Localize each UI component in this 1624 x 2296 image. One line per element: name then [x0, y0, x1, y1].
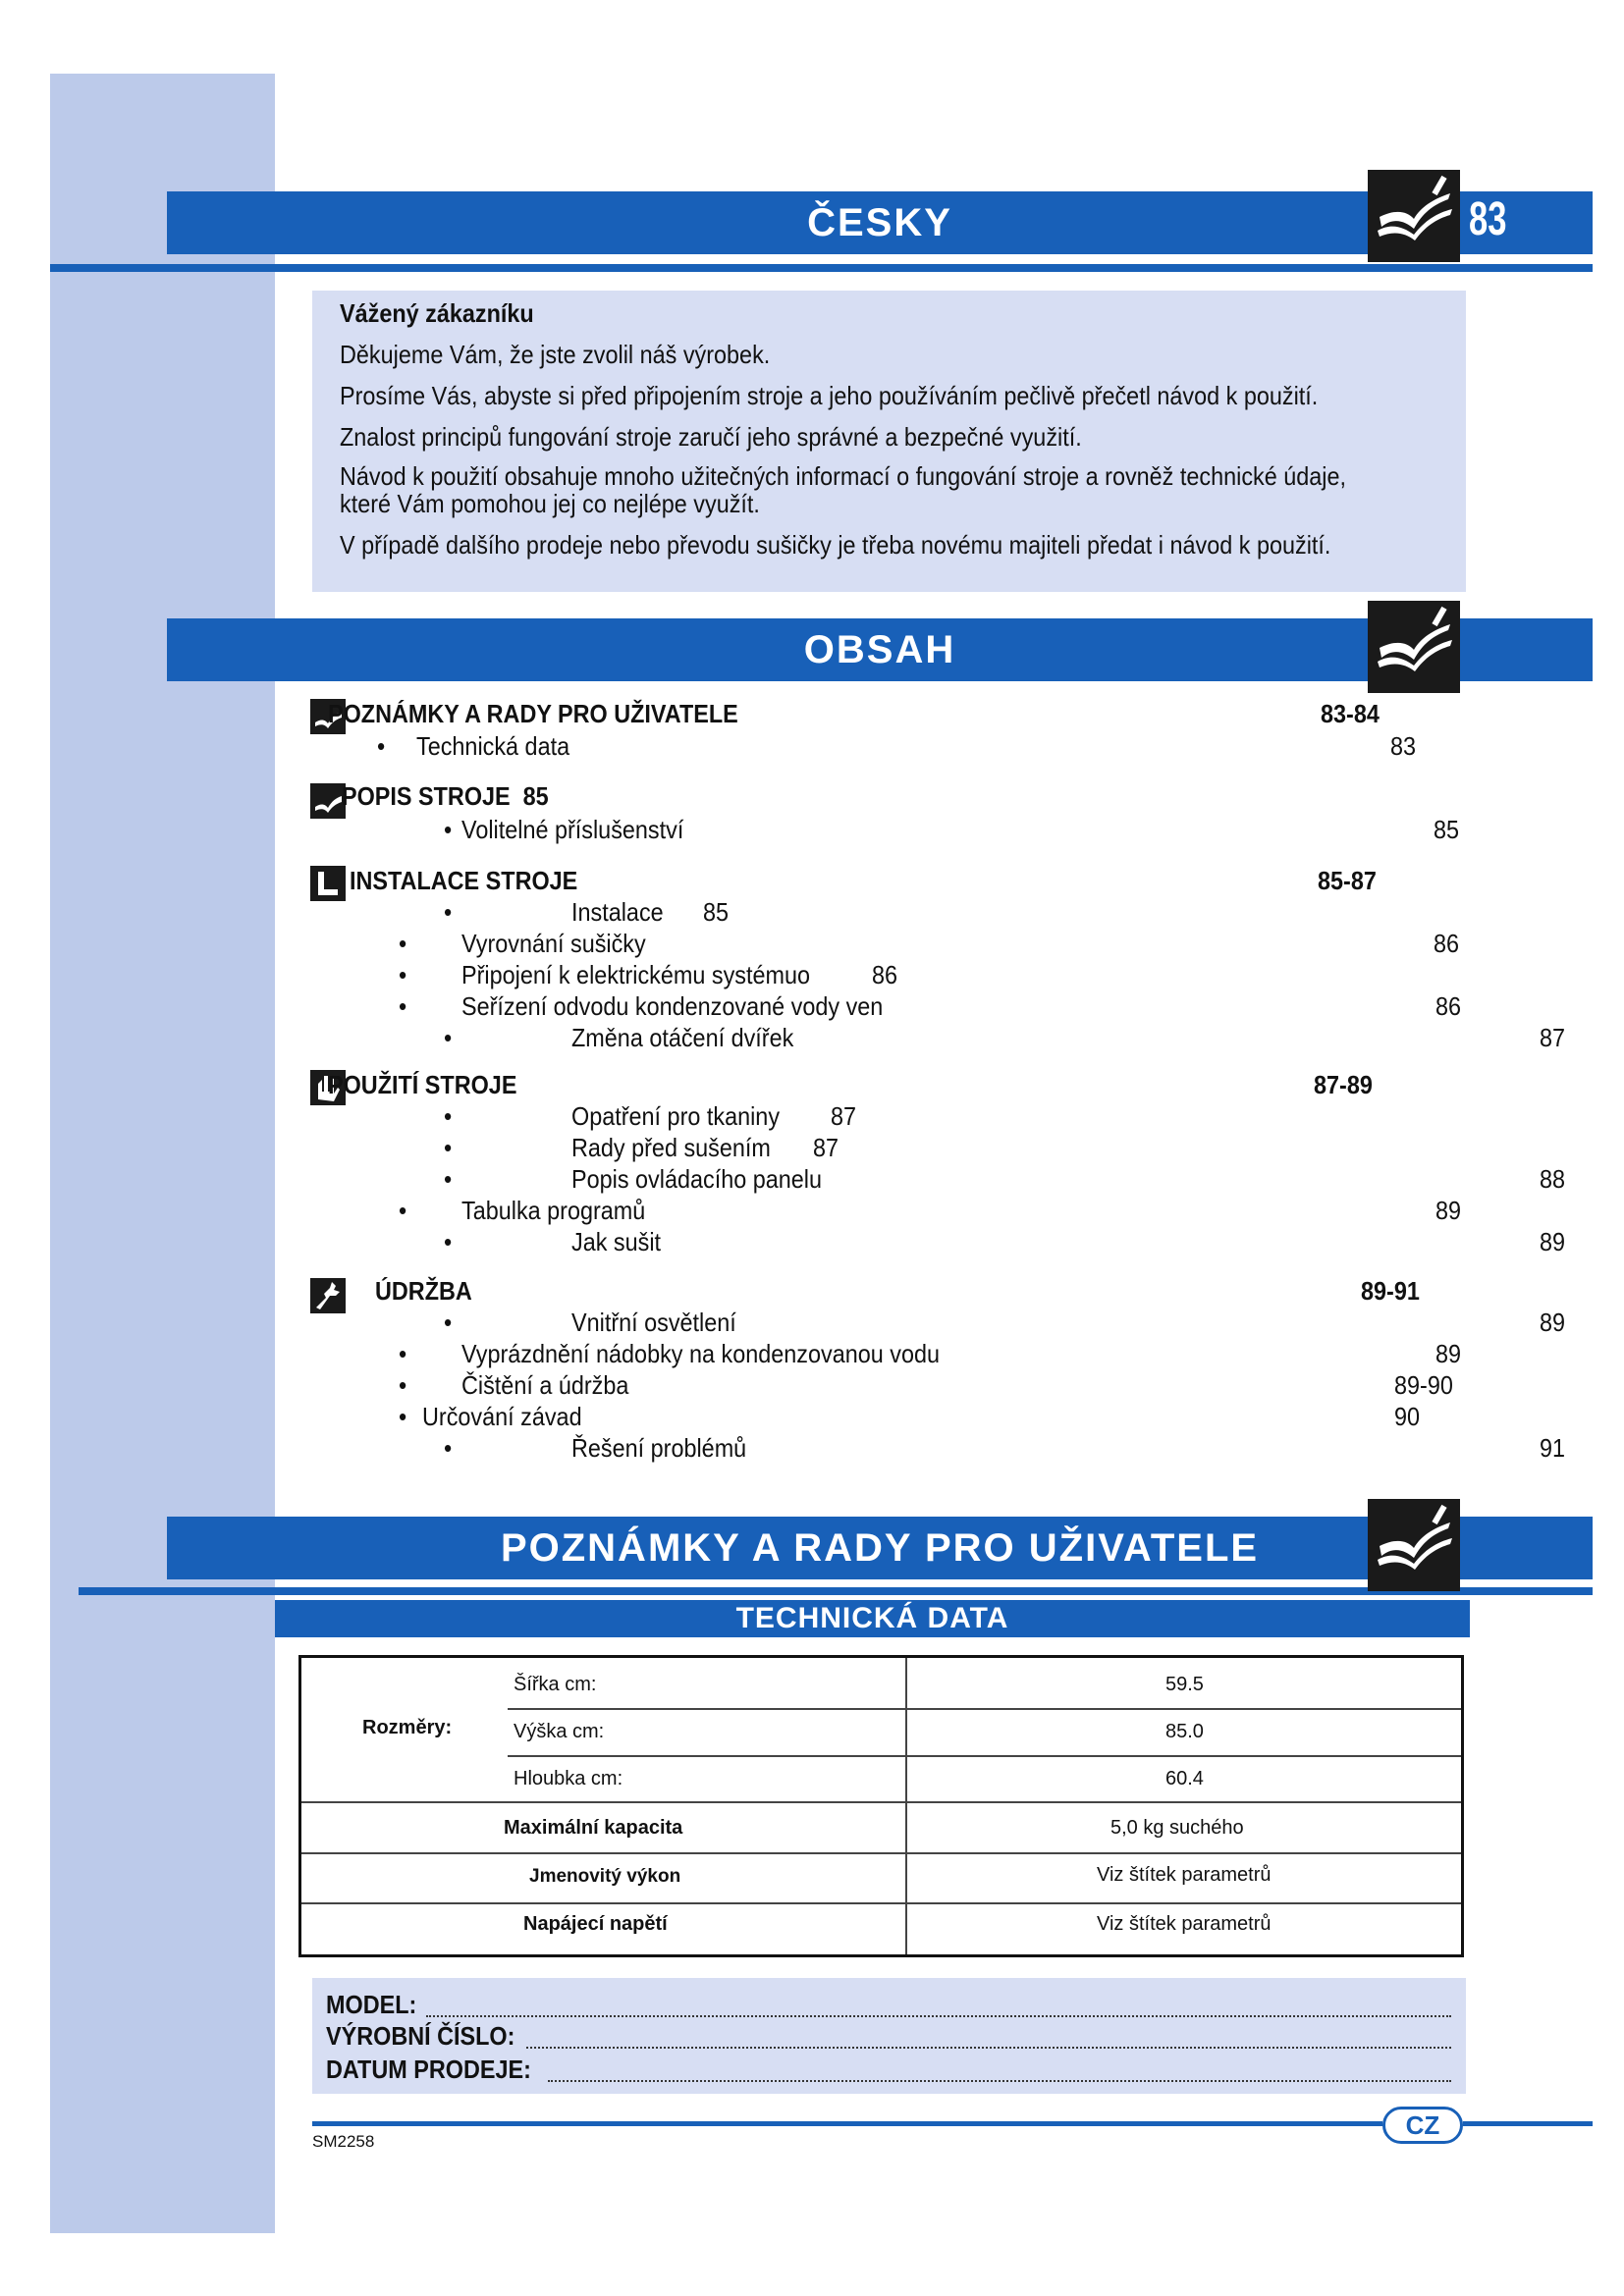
- table-divider: [301, 1852, 1461, 1854]
- toc-bullet: •: [399, 1402, 407, 1431]
- toc-item-page: 89: [1540, 1308, 1566, 1337]
- toc-item-label[interactable]: Popis ovládacího panelu: [571, 1164, 822, 1194]
- toc-section-heading[interactable]: POPIS STROJE 85: [342, 781, 549, 811]
- toc-section-pages: 87-89: [1314, 1070, 1373, 1099]
- toc-item-label[interactable]: Vnitřní osvětlení: [571, 1308, 736, 1337]
- toc-item-page: 85: [1434, 815, 1460, 844]
- spec-value: Viz štítek parametrů: [1097, 1864, 1272, 1886]
- toc-item-page: 83: [1390, 731, 1417, 761]
- toc-item-page: 85: [703, 897, 730, 927]
- toc-section-pages: 85-87: [1318, 866, 1377, 895]
- header-rule: [50, 264, 1593, 272]
- toc-section-heading[interactable]: INSTALACE STROJE: [350, 866, 578, 895]
- intro-line: Znalost principů fungování stroje zaručí jeho správné a bezpečné využití.: [340, 422, 1082, 452]
- toc-bullet: •: [444, 1101, 453, 1131]
- toc-item-page: 87: [813, 1133, 839, 1162]
- toc-item-page: 89-90: [1394, 1370, 1453, 1400]
- toc-item-label[interactable]: Volitelné příslušenství: [461, 815, 684, 844]
- notes-title: POZNÁMKY A RADY PRO UŽIVATELE: [500, 1525, 1260, 1570]
- intro-line: které Vám pomohou jej co nejlépe využít.: [340, 489, 760, 518]
- left-sidebar-stripe: [50, 74, 275, 2233]
- toc-bullet: •: [399, 960, 407, 989]
- spec-label: Napájecí napětí: [523, 1913, 668, 1935]
- page-title: ČESKY: [807, 200, 952, 244]
- toc-bullet: •: [444, 1227, 453, 1256]
- toc-item-page: 87: [831, 1101, 857, 1131]
- toc-bullet: •: [377, 731, 386, 761]
- document-code: SM2258: [312, 2132, 375, 2151]
- toc-section-pages: 83-84: [1321, 699, 1380, 728]
- toc-bullet: •: [399, 1196, 407, 1225]
- toc-item-page: 86: [872, 960, 898, 989]
- toc-item-label[interactable]: Seřízení odvodu kondenzované vody ven: [461, 991, 884, 1021]
- spec-label: Jmenovitý výkon: [529, 1866, 681, 1887]
- spec-value: 85.0: [1165, 1721, 1204, 1742]
- spec-value: 5,0 kg suchého: [1110, 1817, 1244, 1839]
- toc-section-heading[interactable]: POZNÁMKY A RADY PRO UŽIVATELE: [328, 699, 738, 728]
- toc-item-page: 86: [1434, 929, 1460, 958]
- toc-item-page: 87: [1540, 1023, 1566, 1052]
- installation-icon: [310, 866, 346, 901]
- toc-item-label[interactable]: Připojení k elektrickému systémuo: [461, 960, 811, 989]
- toc-bullet: •: [444, 815, 453, 844]
- toc-item-label[interactable]: Změna otáčení dvířek: [571, 1023, 794, 1052]
- dimensions-label: Rozměry:: [362, 1717, 453, 1738]
- toc-section-heading[interactable]: ÚDRŽBA: [375, 1276, 472, 1306]
- toc-item-page: 89: [1435, 1339, 1462, 1368]
- table-divider: [301, 1902, 1461, 1904]
- technical-data-subtitle: TECHNICKÁ DATA: [275, 1600, 1470, 1637]
- page-number: 83: [1469, 193, 1507, 245]
- serial-number-field[interactable]: [526, 2047, 1451, 2049]
- footer-rule: [312, 2121, 1382, 2126]
- table-divider: [508, 1755, 1461, 1757]
- intro-line: Prosíme Vás, abyste si před připojením stroje a jeho používáním pečlivě přečetl návod k použití.: [340, 381, 1319, 410]
- toc-item-page: 91: [1540, 1433, 1566, 1463]
- book-icon: [1368, 601, 1460, 693]
- notes-rule: [79, 1587, 1593, 1595]
- maintenance-icon: [310, 1278, 346, 1313]
- intro-line: Děkujeme Vám, že jste zvolil náš výrobek.: [340, 340, 771, 369]
- toc-bullet: •: [444, 1164, 453, 1194]
- spec-label: Výška cm:: [514, 1721, 605, 1742]
- table-divider: [508, 1708, 1461, 1710]
- spec-value: Viz štítek parametrů: [1097, 1913, 1272, 1935]
- toc-item-page: 89: [1435, 1196, 1462, 1225]
- toc-item-label[interactable]: Jak sušit: [571, 1227, 662, 1256]
- toc-bullet: •: [444, 1433, 453, 1463]
- book-icon: [1368, 1499, 1460, 1591]
- toc-section-heading[interactable]: POUŽITÍ STROJE: [328, 1070, 517, 1099]
- spec-value: 59.5: [1165, 1674, 1204, 1695]
- model-label: MODEL:: [326, 1990, 417, 2019]
- sale-date-label: DATUM PRODEJE:: [326, 2055, 531, 2084]
- toc-bullet: •: [444, 1023, 453, 1052]
- spec-value: 60.4: [1165, 1768, 1204, 1789]
- table-divider: [301, 1801, 1461, 1803]
- model-info-box: [312, 1978, 1466, 2094]
- contents-title: OBSAH: [803, 627, 956, 671]
- table-divider: [905, 1658, 907, 1954]
- sale-date-field[interactable]: [548, 2080, 1451, 2082]
- book-icon: [310, 783, 346, 819]
- toc-item-label[interactable]: Tabulka programů: [461, 1196, 646, 1225]
- language-badge: CZ: [1382, 2107, 1463, 2144]
- spec-label: Hloubka cm:: [514, 1768, 623, 1789]
- intro-panel: [312, 291, 1466, 592]
- technical-data-table: [298, 1655, 1464, 1957]
- toc-bullet: •: [444, 1308, 453, 1337]
- spec-label: Maximální kapacita: [504, 1817, 683, 1839]
- model-field[interactable]: [426, 2015, 1451, 2017]
- toc-item-label[interactable]: Určování závad: [422, 1402, 582, 1431]
- intro-greeting: Vážený zákazníku: [340, 298, 534, 328]
- toc-bullet: •: [399, 1370, 407, 1400]
- toc-bullet: •: [444, 897, 453, 927]
- footer-rule: [1463, 2121, 1593, 2126]
- toc-item-label[interactable]: Instalace: [571, 897, 664, 927]
- toc-item-label[interactable]: Rady před sušením: [571, 1133, 771, 1162]
- toc-item-page: 88: [1540, 1164, 1566, 1194]
- toc-item-label[interactable]: Technická data: [416, 731, 570, 761]
- toc-item-label[interactable]: Opatření pro tkaniny: [571, 1101, 781, 1131]
- toc-item-label[interactable]: Čištění a údržba: [461, 1370, 629, 1400]
- intro-line: V případě dalšího prodeje nebo převodu sušičky je třeba novému majiteli předat i návod k použití.: [340, 530, 1331, 560]
- toc-bullet: •: [444, 1133, 453, 1162]
- toc-bullet: •: [399, 1339, 407, 1368]
- toc-bullet: •: [399, 929, 407, 958]
- toc-item-label[interactable]: Řešení problémů: [571, 1433, 747, 1463]
- book-icon: [1368, 170, 1460, 262]
- toc-section-pages: 89-91: [1361, 1276, 1420, 1306]
- serial-number-label: VÝROBNÍ ČÍSLO:: [326, 2021, 515, 2051]
- toc-bullet: •: [399, 991, 407, 1021]
- toc-item-page: 89: [1540, 1227, 1566, 1256]
- toc-item-page: 90: [1394, 1402, 1421, 1431]
- toc-item-label[interactable]: Vyrovnání sušičky: [461, 929, 646, 958]
- toc-item-label[interactable]: Vyprázdnění nádobky na kondenzovanou vodu: [461, 1339, 941, 1368]
- spec-label: Šířka cm:: [514, 1674, 597, 1695]
- intro-line: Návod k použití obsahuje mnoho užitečných informací o fungování stroje a rovněž technické údaje,: [340, 461, 1347, 491]
- toc-item-page: 86: [1435, 991, 1462, 1021]
